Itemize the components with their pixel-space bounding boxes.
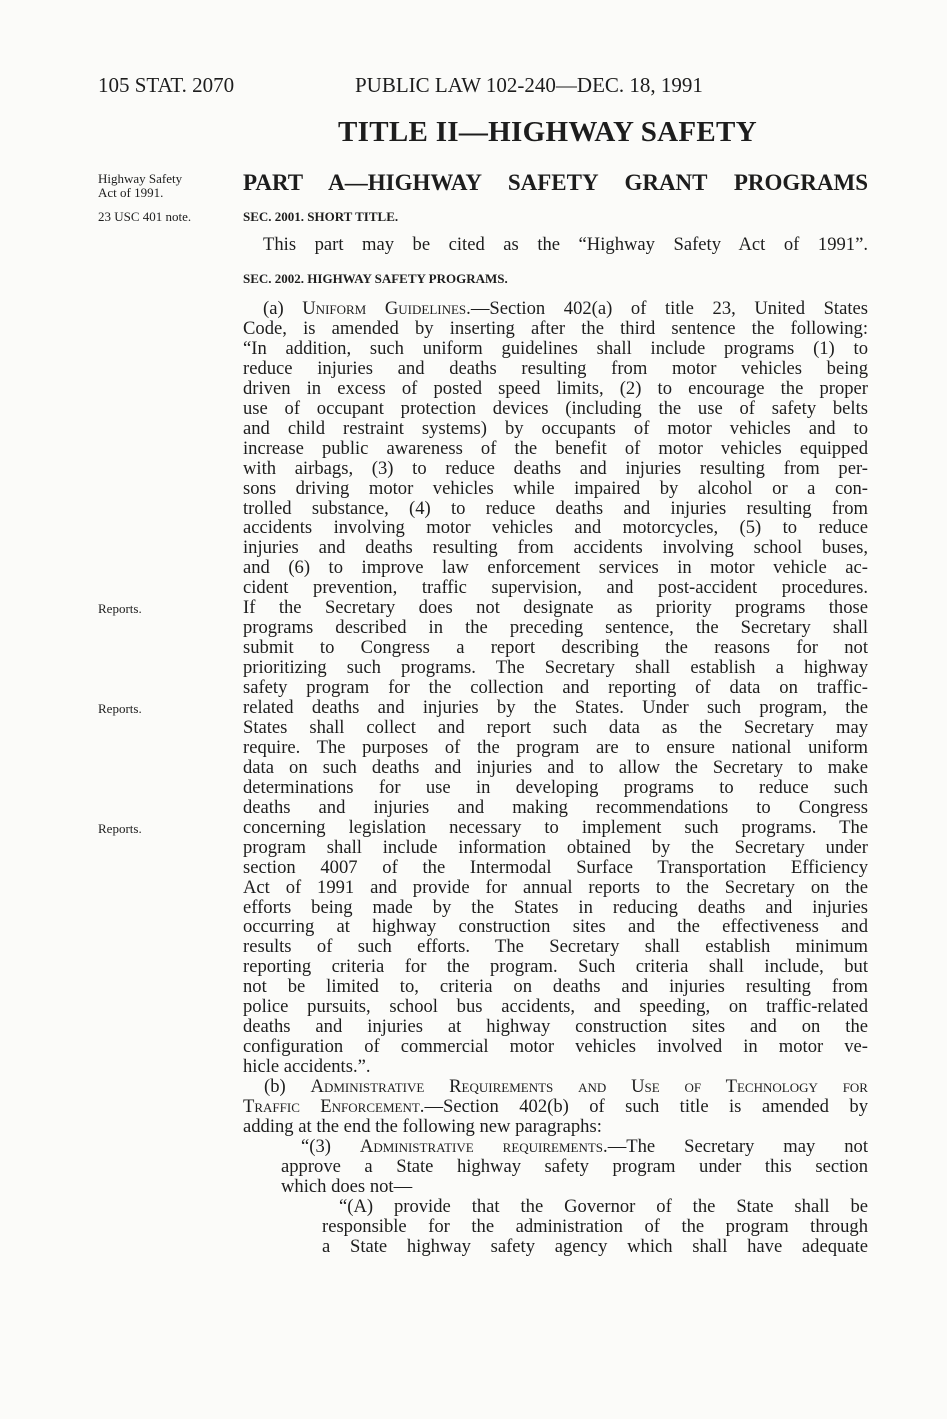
text-segment: (a) — [263, 298, 303, 319]
text-line: determinations for use in developing programs to reduce such — [243, 776, 868, 798]
text-line: deaths and injuries and making recommendations to Congress — [243, 796, 868, 818]
text-line: use of occupant protection devices (including the use of safety belts — [243, 397, 868, 419]
text-line — [301, 1137, 868, 1157]
small-caps-heading: Administrative Requirements and Use of Technology for — [310, 1076, 868, 1098]
text-line: If the Secretary does not designate as priority programs those — [243, 597, 868, 619]
text-line: data on such deaths and injuries and to allow the Secretary to make — [243, 756, 868, 778]
text-line: results of such efforts. The Secretary shall establish minimum — [243, 936, 868, 958]
text-segment: (b) — [264, 1076, 311, 1098]
text-line — [243, 1097, 868, 1117]
text-line: hicle accidents.”. — [243, 1056, 371, 1078]
section-2002-heading: SEC. 2002. HIGHWAY SAFETY PROGRAMS. — [243, 271, 508, 286]
text-line: trolled substance, (4) to reduce deaths and injuries resulting from — [243, 497, 868, 519]
text-line: States shall collect and report such data as the Secretary may — [243, 716, 868, 738]
text-line: related deaths and injuries by the States. Under such program, the — [243, 697, 868, 718]
text-line: with airbags, (3) to reduce deaths and injuries resulting from per- — [243, 457, 868, 479]
margin-note-reports: Reports. — [98, 601, 142, 616]
section-2001-heading: SEC. 2001. SHORT TITLE. — [243, 209, 399, 224]
margin-note-act — [98, 172, 182, 200]
text-segment: —Section 402(a) of title 23, United States — [470, 298, 869, 319]
text-line: submit to Congress a report describing the reasons for not — [243, 637, 868, 659]
text-line: approve a State highway safety program under this section — [281, 1155, 868, 1177]
margin-note-reports: Reports. — [98, 821, 142, 836]
text-line: adding at the end the following new paragraphs: — [243, 1115, 602, 1137]
margin-note-act-line1: Highway Safety — [98, 171, 183, 186]
text-line: program shall include information obtained by the Secretary under — [243, 836, 868, 858]
text-line: Code, is amended by inserting after the third sentence the following: — [243, 317, 868, 339]
text-line: concerning legislation necessary to implement such programs. The — [243, 816, 868, 838]
statute-page-number: 105 STAT. 2070 — [98, 73, 235, 97]
text-line: programs described in the preceding sentence, the Secretary shall — [243, 617, 868, 639]
text-line: driven in excess of posted speed limits, (2) to encourage the proper — [243, 377, 868, 399]
small-caps-heading: Administrative requirements. — [359, 1135, 608, 1157]
text-line: reduce injuries and deaths resulting from motor vehicles being — [243, 357, 868, 379]
text-line: cident prevention, traffic supervision, and post-accident procedures. — [243, 577, 868, 599]
text-segment: “(3) — [301, 1135, 360, 1157]
text-line: configuration of commercial motor vehicles involved in motor ve- — [243, 1036, 868, 1058]
margin-note-usc: 23 USC 401 note. — [98, 209, 192, 224]
text-line — [263, 299, 868, 319]
text-line — [264, 1077, 868, 1097]
text-line: increase public awareness of the benefit of motor vehicles equipped — [243, 437, 868, 459]
text-segment: —Section 402(b) of such title is amended by — [424, 1096, 868, 1117]
text-line: require. The purposes of the program are to ensure national uniform — [243, 736, 868, 758]
text-line: Act of 1991 and provide for annual reports to the Secretary on the — [243, 876, 868, 898]
text-line: “(A) provide that the Governor of the State shall be — [339, 1195, 868, 1217]
text-line: reporting criteria for the program. Such criteria shall include, but — [243, 956, 868, 978]
text-line: safety program for the collection and reporting of data on traffic- — [243, 677, 868, 699]
section-2001-text: This part may be cited as the “Highway Safety Act of 1991”. — [263, 234, 868, 255]
margin-note-reports: Reports. — [98, 701, 142, 716]
text-segment: —The Secretary may not — [607, 1135, 868, 1157]
text-line: a State highway safety agency which shall have adequate — [322, 1235, 868, 1257]
text-line: injuries and deaths resulting from accidents involving school buses, — [243, 537, 868, 559]
text-line: efforts being made by the States in reducing deaths and injuries — [243, 896, 868, 918]
text-line: section 4007 of the Intermodal Surface Transportation Efficiency — [243, 856, 868, 878]
text-line: which does not— — [281, 1175, 413, 1197]
text-line: deaths and injuries at highway construction sites and on the — [243, 1016, 868, 1038]
text-line: “In addition, such uniform guidelines shall include programs (1) to — [243, 337, 868, 359]
public-law-header: PUBLIC LAW 102-240—DEC. 18, 1991 — [355, 73, 703, 97]
text-line: police pursuits, school bus accidents, and speeding, on traffic-related — [243, 996, 868, 1018]
text-line: not be limited to, criteria on deaths and injuries resulting from — [243, 976, 868, 998]
small-caps-heading: Uniform Guidelines. — [302, 298, 471, 319]
title-heading: TITLE II—HIGHWAY SAFETY — [338, 116, 757, 148]
part-heading: PART A—HIGHWAY SAFETY GRANT PROGRAMS — [243, 170, 868, 195]
margin-note-act-line2: Act of 1991. — [98, 185, 164, 200]
text-line: responsible for the administration of the program through — [322, 1215, 868, 1237]
text-line: and (6) to improve law enforcement services in motor vehicle ac- — [243, 557, 868, 579]
small-caps-heading: Traffic Enforcement. — [243, 1096, 425, 1117]
text-line: occurring at highway construction sites and the effectiveness and — [243, 916, 868, 938]
text-line: accidents involving motor vehicles and motorcycles, (5) to reduce — [243, 517, 868, 539]
text-line: and child restraint systems) by occupants of motor vehicles and to — [243, 417, 868, 439]
text-line: prioritizing such programs. The Secretary shall establish a highway — [243, 657, 868, 679]
text-line: sons driving motor vehicles while impaired by alcohol or a con- — [243, 477, 868, 499]
